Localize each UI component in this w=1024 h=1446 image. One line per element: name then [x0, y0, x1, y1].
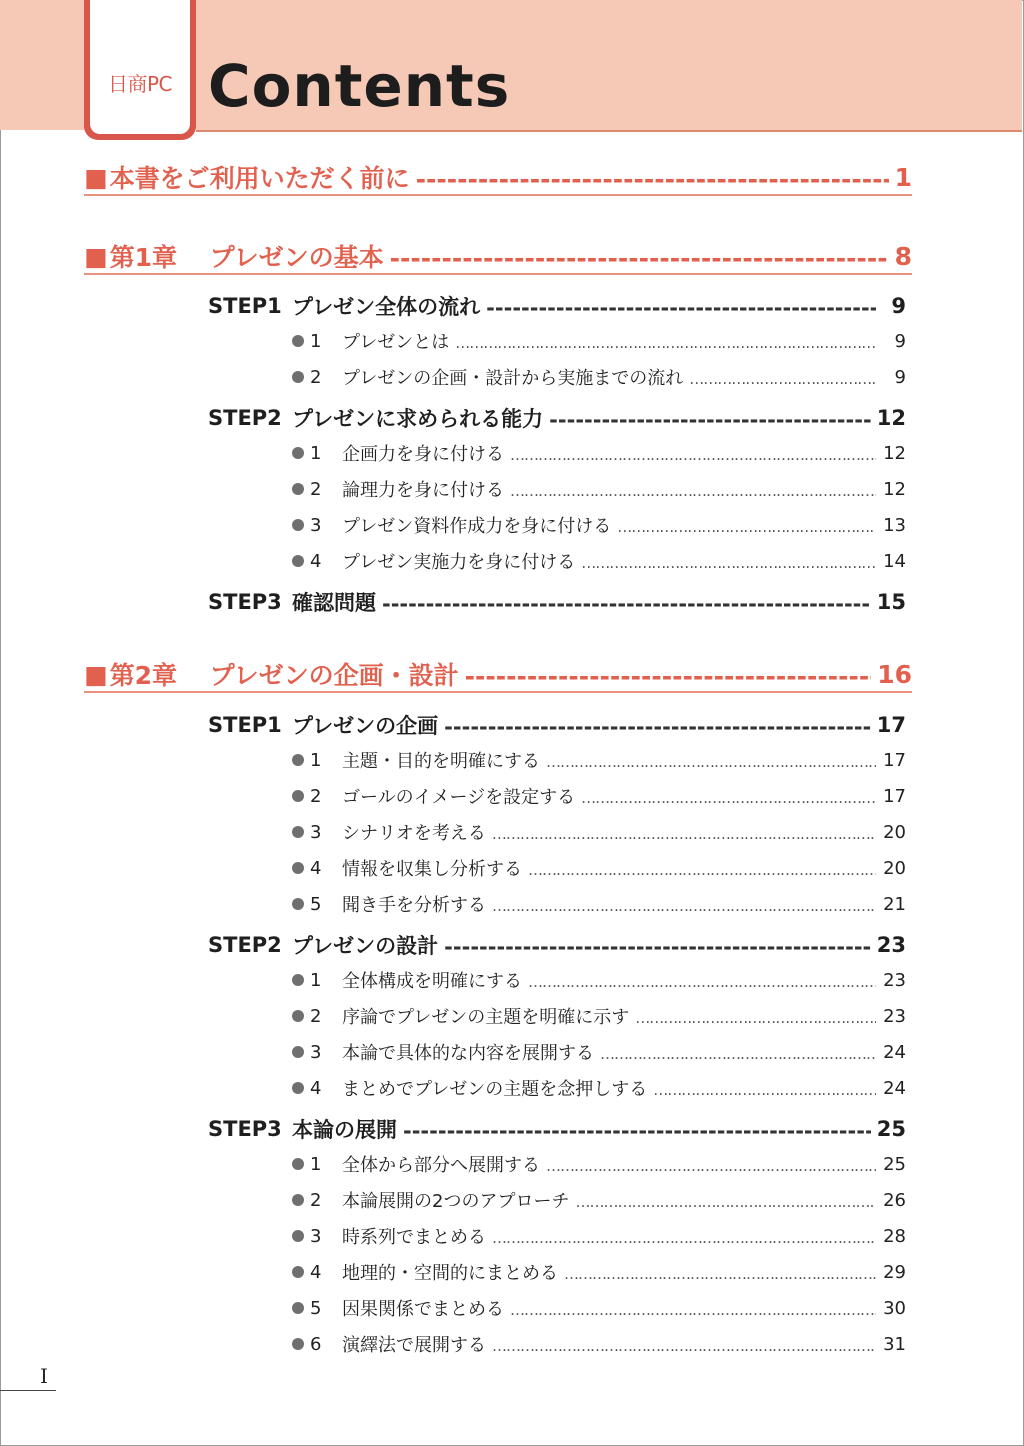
bullet-icon: [292, 826, 304, 838]
chapter-label: 第2章: [109, 661, 178, 690]
bullet-icon: [292, 447, 304, 459]
leader-dashes: [486, 296, 876, 317]
leader-dashes: [549, 408, 871, 429]
item-number: 4: [310, 857, 322, 879]
item-title: プレゼン資料作成力を身に付ける: [342, 516, 612, 537]
page-number: 12: [883, 442, 906, 464]
item-title: 演繹法で展開する: [342, 1335, 486, 1356]
item-number: 3: [310, 1225, 322, 1247]
toc-item[interactable]: [292, 1075, 906, 1101]
page-number: 13: [883, 514, 906, 536]
toc-chapter-2[interactable]: [84, 657, 912, 691]
toc-item[interactable]: [292, 783, 906, 809]
item-number: 6: [310, 1333, 322, 1355]
leader-dots: [635, 1009, 876, 1024]
leader-dots: [575, 1193, 876, 1208]
page-number: 14: [883, 550, 906, 572]
leader-dashes: [416, 165, 889, 190]
bullet-icon: [292, 862, 304, 874]
toc-item[interactable]: [292, 512, 906, 538]
page-number: 17: [883, 749, 906, 771]
page-title: Contents: [208, 52, 511, 120]
bullet-icon: [292, 1010, 304, 1022]
item-title: 聞き手を分析する: [342, 895, 486, 916]
toc-item[interactable]: [292, 1039, 906, 1065]
item-number: 2: [310, 785, 322, 807]
leader-dots: [546, 1157, 876, 1172]
toc-item[interactable]: [292, 1003, 906, 1029]
toc-item[interactable]: [292, 364, 906, 390]
bullet-icon: [292, 1158, 304, 1170]
page-number: 17: [883, 785, 906, 807]
toc-item[interactable]: [292, 1295, 906, 1321]
item-number: 1: [310, 1153, 322, 1175]
leader-dots: [600, 1045, 876, 1060]
item-number: 1: [310, 749, 322, 771]
leader-dots: [510, 1301, 876, 1316]
leader-dots: [528, 973, 876, 988]
leader-dashes: [465, 662, 872, 687]
leader-dashes: [390, 244, 889, 269]
bullet-icon: [292, 1230, 304, 1242]
item-title: 本論展開の2つのアプローチ: [342, 1191, 570, 1212]
step-title: 本論の展開: [292, 1118, 397, 1142]
item-title: プレゼンとは: [342, 332, 450, 353]
toc-step[interactable]: [208, 710, 906, 740]
toc-item[interactable]: [292, 476, 906, 502]
item-number: 2: [310, 1005, 322, 1027]
leader-dots: [492, 1229, 876, 1244]
leader-dots: [510, 482, 876, 497]
leader-dots: [564, 1265, 876, 1280]
item-title: シナリオを考える: [342, 823, 486, 844]
bullet-icon: [292, 1046, 304, 1058]
toc-item[interactable]: [292, 819, 906, 845]
page-number: 31: [883, 1333, 906, 1355]
toc-step[interactable]: [208, 587, 906, 617]
toc-step[interactable]: [208, 930, 906, 960]
page-number: 12: [876, 406, 906, 430]
page-number: 16: [877, 659, 912, 689]
leader-dashes: [444, 715, 871, 736]
item-title: 情報を収集し分析する: [342, 859, 522, 880]
page-number: 12: [883, 478, 906, 500]
bullet-icon: [292, 1302, 304, 1314]
toc-item[interactable]: [292, 440, 906, 466]
tab-panel: [90, 0, 190, 134]
leader-dots: [455, 334, 876, 349]
toc-step[interactable]: [208, 1114, 906, 1144]
item-number: 2: [310, 478, 322, 500]
section-rule: [84, 691, 912, 693]
tab-label: 日商PC: [107, 72, 173, 96]
item-title: 時系列でまとめる: [342, 1227, 486, 1248]
item-number: 3: [310, 514, 322, 536]
item-title: ゴールのイメージを設定する: [342, 787, 576, 808]
toc-item[interactable]: [292, 1259, 906, 1285]
bullet-icon: [292, 1194, 304, 1206]
item-number: 3: [310, 821, 322, 843]
item-title: プレゼン実施力を身に付ける: [342, 552, 576, 573]
bullet-icon: [292, 335, 304, 347]
toc-item[interactable]: [292, 1151, 906, 1177]
item-title: まとめでプレゼンの主題を念押しする: [342, 1079, 648, 1100]
item-number: 1: [310, 330, 322, 352]
page-number: 20: [883, 857, 906, 879]
square-icon: ■: [84, 162, 108, 192]
bullet-icon: [292, 483, 304, 495]
item-number: 2: [310, 1189, 322, 1211]
bullet-icon: [292, 1082, 304, 1094]
step-title: 確認問題: [292, 591, 376, 615]
leader-dots: [653, 1081, 876, 1096]
item-title: 論理力を身に付ける: [342, 480, 504, 501]
page-number: 26: [883, 1189, 906, 1211]
toc-item[interactable]: [292, 891, 906, 917]
leader-dashes: [382, 592, 871, 613]
leader-dashes: [403, 1119, 871, 1140]
page-number: 30: [883, 1297, 906, 1319]
bullet-icon: [292, 371, 304, 383]
page-number: 21: [883, 893, 906, 915]
item-title: 序論でプレゼンの主題を明確に示す: [342, 1007, 630, 1028]
square-icon: ■: [84, 241, 108, 271]
step-title: プレゼンの設計: [292, 934, 439, 958]
header-rule: [196, 130, 1022, 132]
page-number: 29: [883, 1261, 906, 1283]
leader-dashes: [444, 935, 871, 956]
toc-chapter-1[interactable]: [84, 239, 912, 273]
page-number: 15: [876, 590, 906, 614]
page-number: 25: [876, 1117, 906, 1141]
page-number: 23: [876, 933, 906, 957]
bullet-icon: [292, 1266, 304, 1278]
bullet-icon: [292, 898, 304, 910]
page-number: 17: [876, 713, 906, 737]
bullet-icon: [292, 519, 304, 531]
section-title: 本書をご利用いただく前に: [109, 164, 410, 193]
toc-front-matter[interactable]: [84, 160, 912, 194]
item-number: 4: [310, 1077, 322, 1099]
toc-item[interactable]: [292, 1331, 906, 1357]
toc-item[interactable]: [292, 967, 906, 993]
leader-dots: [510, 446, 876, 461]
step-title: プレゼンに求められる能力: [292, 407, 544, 431]
toc-item[interactable]: [292, 1223, 906, 1249]
item-title: 地理的・空間的にまとめる: [342, 1263, 558, 1284]
item-title: 因果関係でまとめる: [342, 1299, 504, 1320]
item-number: 1: [310, 442, 322, 464]
page-number: 23: [883, 969, 906, 991]
item-number: 2: [310, 366, 322, 388]
page-number: 1: [894, 162, 912, 192]
item-number: 3: [310, 1041, 322, 1063]
page-folio: I: [40, 1364, 48, 1388]
toc-item[interactable]: [292, 855, 906, 881]
bullet-icon: [292, 1338, 304, 1350]
page-number: 24: [883, 1077, 906, 1099]
toc-step[interactable]: [208, 403, 906, 433]
leader-dots: [581, 789, 876, 804]
item-title: 全体から部分へ展開する: [342, 1155, 540, 1176]
step-label: STEP1: [208, 713, 282, 737]
leader-dots: [492, 1337, 876, 1352]
item-title: プレゼンの企画・設計から実施までの流れ: [342, 368, 684, 389]
step-title: プレゼンの企画: [292, 714, 439, 738]
item-number: 4: [310, 1261, 322, 1283]
bullet-icon: [292, 555, 304, 567]
page-number: 9: [894, 366, 906, 388]
leader-dots: [581, 554, 876, 569]
step-label: STEP1: [208, 294, 282, 318]
square-icon: ■: [84, 659, 108, 689]
page-number: 20: [883, 821, 906, 843]
leader-dots: [617, 518, 876, 533]
page-number: 25: [883, 1153, 906, 1175]
chapter-title: プレゼンの基本: [209, 243, 384, 272]
page-number: 23: [883, 1005, 906, 1027]
bullet-icon: [292, 974, 304, 986]
toc-item[interactable]: [292, 747, 906, 773]
footer-rule: [0, 1390, 56, 1391]
step-label: STEP2: [208, 933, 282, 957]
toc-step[interactable]: [208, 291, 906, 321]
item-number: 5: [310, 1297, 322, 1319]
leader-dots: [689, 370, 876, 385]
item-number: 4: [310, 550, 322, 572]
chapter-label: 第1章: [109, 243, 178, 272]
step-label: STEP3: [208, 1117, 282, 1141]
bullet-icon: [292, 790, 304, 802]
step-label: STEP2: [208, 406, 282, 430]
toc-item[interactable]: [292, 548, 906, 574]
section-rule: [84, 194, 912, 196]
page-number: 9: [894, 330, 906, 352]
item-number: 5: [310, 893, 322, 915]
leader-dots: [492, 897, 876, 912]
toc-item[interactable]: [292, 328, 906, 354]
leader-dots: [546, 753, 876, 768]
step-label: STEP3: [208, 590, 282, 614]
leader-dots: [528, 861, 876, 876]
section-rule: [84, 273, 912, 275]
item-number: 1: [310, 969, 322, 991]
item-title: 全体構成を明確にする: [342, 971, 522, 992]
leader-dots: [492, 825, 876, 840]
item-title: 主題・目的を明確にする: [342, 751, 540, 772]
bullet-icon: [292, 754, 304, 766]
step-title: プレゼン全体の流れ: [292, 295, 481, 319]
page-number: 8: [894, 241, 912, 271]
chapter-title: プレゼンの企画・設計: [209, 661, 459, 690]
item-title: 本論で具体的な内容を展開する: [342, 1043, 594, 1064]
toc-item[interactable]: [292, 1187, 906, 1213]
page-number: 28: [883, 1225, 906, 1247]
page-number: 9: [891, 294, 906, 318]
item-title: 企画力を身に付ける: [342, 444, 504, 465]
page-number: 24: [883, 1041, 906, 1063]
